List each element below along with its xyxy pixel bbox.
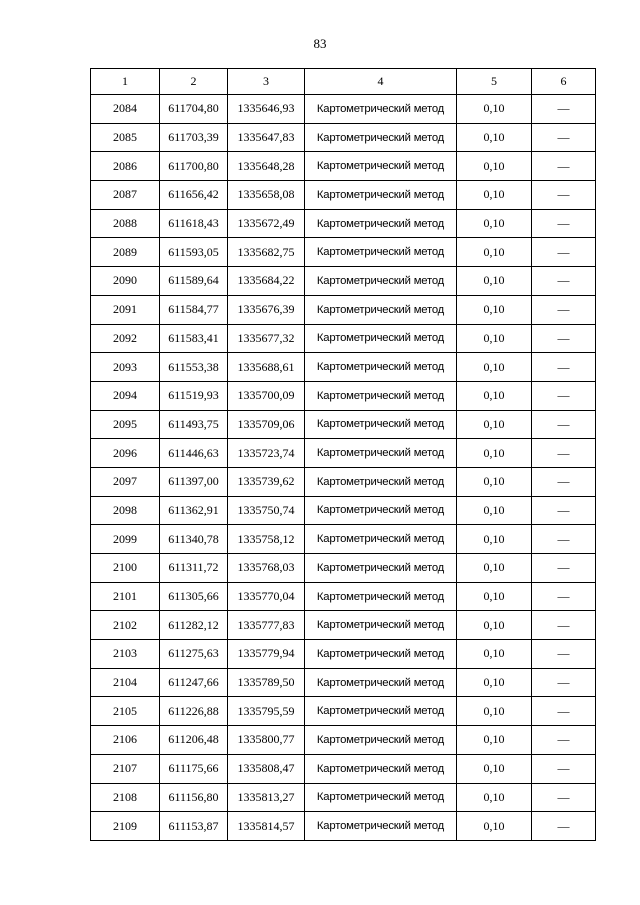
- cell-accuracy: 0,10: [457, 754, 532, 783]
- table-row: [91, 697, 596, 726]
- cell-method: Картометрический метод: [305, 783, 457, 812]
- cell-coord-x: 611206,48: [160, 726, 228, 755]
- cell-coord-x: 611584,77: [160, 295, 228, 324]
- cell-note: —: [532, 238, 596, 267]
- cell-coord-y: 1335813,27: [228, 783, 305, 812]
- table-row: [91, 324, 596, 353]
- cell-method: Картометрический метод: [305, 640, 457, 669]
- cell-note: —: [532, 295, 596, 324]
- cell-method: Картометрический метод: [305, 554, 457, 583]
- cell-method: Картометрический метод: [305, 668, 457, 697]
- cell-accuracy: 0,10: [457, 726, 532, 755]
- table-row: [91, 467, 596, 496]
- table-row: [91, 525, 596, 554]
- cell-coord-x: 611700,80: [160, 152, 228, 181]
- cell-coord-y: 1335688,61: [228, 353, 305, 382]
- cell-note: —: [532, 697, 596, 726]
- cell-coord-x: 611305,66: [160, 582, 228, 611]
- cell-accuracy: 0,10: [457, 381, 532, 410]
- cell-method: Картометрический метод: [305, 439, 457, 468]
- cell-point-number: 2098: [91, 496, 160, 525]
- cell-accuracy: 0,10: [457, 668, 532, 697]
- cell-coord-y: 1335800,77: [228, 726, 305, 755]
- cell-coord-y: 1335648,28: [228, 152, 305, 181]
- cell-note: —: [532, 554, 596, 583]
- cell-accuracy: 0,10: [457, 353, 532, 382]
- cell-point-number: 2100: [91, 554, 160, 583]
- cell-accuracy: 0,10: [457, 238, 532, 267]
- table-row: [91, 152, 596, 181]
- cell-note: —: [532, 525, 596, 554]
- cell-note: —: [532, 324, 596, 353]
- cell-method: Картометрический метод: [305, 209, 457, 238]
- table-row: [91, 267, 596, 296]
- cell-point-number: 2106: [91, 726, 160, 755]
- cell-accuracy: 0,10: [457, 496, 532, 525]
- cell-method: Картометрический метод: [305, 611, 457, 640]
- cell-note: —: [532, 209, 596, 238]
- cell-coord-y: 1335768,03: [228, 554, 305, 583]
- header-col-5: 5: [457, 69, 532, 95]
- cell-note: —: [532, 152, 596, 181]
- cell-coord-x: 611226,88: [160, 697, 228, 726]
- cell-method: Картометрический метод: [305, 726, 457, 755]
- table-row: [91, 439, 596, 468]
- cell-point-number: 2109: [91, 812, 160, 841]
- cell-coord-y: 1335814,57: [228, 812, 305, 841]
- cell-coord-y: 1335658,08: [228, 181, 305, 210]
- header-col-3: 3: [228, 69, 305, 95]
- table-row: [91, 95, 596, 124]
- cell-coord-x: 611704,80: [160, 95, 228, 124]
- cell-accuracy: 0,10: [457, 582, 532, 611]
- table-header: [91, 69, 596, 95]
- coordinates-table: [90, 68, 596, 841]
- cell-coord-y: 1335750,74: [228, 496, 305, 525]
- table-row: [91, 209, 596, 238]
- cell-point-number: 2085: [91, 123, 160, 152]
- cell-coord-y: 1335684,22: [228, 267, 305, 296]
- cell-point-number: 2094: [91, 381, 160, 410]
- cell-note: —: [532, 812, 596, 841]
- cell-point-number: 2096: [91, 439, 160, 468]
- cell-coord-x: 611397,00: [160, 467, 228, 496]
- cell-point-number: 2103: [91, 640, 160, 669]
- table-body: [91, 95, 596, 841]
- table-row: [91, 238, 596, 267]
- cell-note: —: [532, 181, 596, 210]
- cell-accuracy: 0,10: [457, 467, 532, 496]
- cell-coord-x: 611493,75: [160, 410, 228, 439]
- cell-method: Картометрический метод: [305, 295, 457, 324]
- cell-method: Картометрический метод: [305, 697, 457, 726]
- cell-note: —: [532, 582, 596, 611]
- table-row: [91, 181, 596, 210]
- cell-coord-y: 1335770,04: [228, 582, 305, 611]
- cell-accuracy: 0,10: [457, 95, 532, 124]
- cell-note: —: [532, 496, 596, 525]
- cell-accuracy: 0,10: [457, 209, 532, 238]
- cell-note: —: [532, 611, 596, 640]
- cell-method: Картометрический метод: [305, 381, 457, 410]
- cell-accuracy: 0,10: [457, 611, 532, 640]
- table-row: [91, 496, 596, 525]
- table-row: [91, 812, 596, 841]
- cell-method: Картометрический метод: [305, 95, 457, 124]
- cell-note: —: [532, 410, 596, 439]
- cell-coord-y: 1335789,50: [228, 668, 305, 697]
- cell-point-number: 2105: [91, 697, 160, 726]
- cell-accuracy: 0,10: [457, 267, 532, 296]
- cell-point-number: 2088: [91, 209, 160, 238]
- cell-accuracy: 0,10: [457, 783, 532, 812]
- cell-coord-x: 611153,87: [160, 812, 228, 841]
- cell-method: Картометрический метод: [305, 410, 457, 439]
- cell-coord-x: 611340,78: [160, 525, 228, 554]
- cell-coord-y: 1335677,32: [228, 324, 305, 353]
- cell-point-number: 2087: [91, 181, 160, 210]
- cell-note: —: [532, 123, 596, 152]
- cell-coord-x: 611446,63: [160, 439, 228, 468]
- cell-coord-y: 1335709,06: [228, 410, 305, 439]
- table-row: [91, 611, 596, 640]
- cell-point-number: 2089: [91, 238, 160, 267]
- cell-note: —: [532, 267, 596, 296]
- cell-coord-y: 1335700,09: [228, 381, 305, 410]
- cell-point-number: 2092: [91, 324, 160, 353]
- cell-method: Картометрический метод: [305, 812, 457, 841]
- table-row: [91, 123, 596, 152]
- table-row: [91, 554, 596, 583]
- cell-point-number: 2099: [91, 525, 160, 554]
- cell-accuracy: 0,10: [457, 525, 532, 554]
- header-col-4: 4: [305, 69, 457, 95]
- table-row: [91, 783, 596, 812]
- cell-point-number: 2086: [91, 152, 160, 181]
- cell-accuracy: 0,10: [457, 697, 532, 726]
- cell-coord-x: 611275,63: [160, 640, 228, 669]
- cell-method: Картометрический метод: [305, 324, 457, 353]
- cell-coord-y: 1335672,49: [228, 209, 305, 238]
- cell-coord-x: 611589,64: [160, 267, 228, 296]
- cell-accuracy: 0,10: [457, 152, 532, 181]
- cell-point-number: 2093: [91, 353, 160, 382]
- cell-method: Картометрический метод: [305, 123, 457, 152]
- table-row: [91, 295, 596, 324]
- cell-method: Картометрический метод: [305, 525, 457, 554]
- cell-point-number: 2097: [91, 467, 160, 496]
- cell-point-number: 2091: [91, 295, 160, 324]
- cell-point-number: 2084: [91, 95, 160, 124]
- cell-accuracy: 0,10: [457, 640, 532, 669]
- cell-accuracy: 0,10: [457, 554, 532, 583]
- cell-method: Картометрический метод: [305, 754, 457, 783]
- cell-coord-x: 611362,91: [160, 496, 228, 525]
- header-col-1: 1: [91, 69, 160, 95]
- header-col-2: 2: [160, 69, 228, 95]
- cell-coord-y: 1335777,83: [228, 611, 305, 640]
- cell-method: Картометрический метод: [305, 582, 457, 611]
- table-row: [91, 410, 596, 439]
- cell-coord-y: 1335808,47: [228, 754, 305, 783]
- cell-point-number: 2104: [91, 668, 160, 697]
- page-number: 83: [313, 36, 327, 51]
- table-row: [91, 754, 596, 783]
- cell-coord-x: 611553,38: [160, 353, 228, 382]
- cell-note: —: [532, 640, 596, 669]
- cell-coord-y: 1335779,94: [228, 640, 305, 669]
- cell-coord-x: 611247,66: [160, 668, 228, 697]
- cell-coord-x: 611156,80: [160, 783, 228, 812]
- cell-coord-y: 1335647,83: [228, 123, 305, 152]
- cell-point-number: 2095: [91, 410, 160, 439]
- cell-accuracy: 0,10: [457, 439, 532, 468]
- table-row: [91, 640, 596, 669]
- cell-point-number: 2102: [91, 611, 160, 640]
- cell-method: Картометрический метод: [305, 238, 457, 267]
- cell-coord-x: 611311,72: [160, 554, 228, 583]
- cell-accuracy: 0,10: [457, 812, 532, 841]
- cell-coord-y: 1335682,75: [228, 238, 305, 267]
- table-row: [91, 582, 596, 611]
- cell-coord-y: 1335795,59: [228, 697, 305, 726]
- cell-coord-x: 611175,66: [160, 754, 228, 783]
- cell-note: —: [532, 95, 596, 124]
- cell-accuracy: 0,10: [457, 123, 532, 152]
- cell-point-number: 2090: [91, 267, 160, 296]
- cell-method: Картометрический метод: [305, 181, 457, 210]
- cell-note: —: [532, 439, 596, 468]
- cell-method: Картометрический метод: [305, 267, 457, 296]
- cell-note: —: [532, 783, 596, 812]
- cell-coord-y: 1335723,74: [228, 439, 305, 468]
- cell-coord-x: 611618,43: [160, 209, 228, 238]
- cell-method: Картометрический метод: [305, 467, 457, 496]
- cell-accuracy: 0,10: [457, 324, 532, 353]
- cell-method: Картометрический метод: [305, 152, 457, 181]
- cell-note: —: [532, 381, 596, 410]
- cell-coord-x: 611703,39: [160, 123, 228, 152]
- cell-coord-x: 611593,05: [160, 238, 228, 267]
- cell-accuracy: 0,10: [457, 295, 532, 324]
- table-row: [91, 381, 596, 410]
- cell-method: Картометрический метод: [305, 353, 457, 382]
- cell-coord-x: 611583,41: [160, 324, 228, 353]
- cell-method: Картометрический метод: [305, 496, 457, 525]
- cell-coord-y: 1335646,93: [228, 95, 305, 124]
- cell-coord-x: 611656,42: [160, 181, 228, 210]
- cell-coord-y: 1335739,62: [228, 467, 305, 496]
- cell-coord-x: 611519,93: [160, 381, 228, 410]
- table-row: [91, 726, 596, 755]
- cell-note: —: [532, 668, 596, 697]
- cell-point-number: 2107: [91, 754, 160, 783]
- table-row: [91, 353, 596, 382]
- cell-note: —: [532, 353, 596, 382]
- table-row: [91, 668, 596, 697]
- cell-accuracy: 0,10: [457, 181, 532, 210]
- cell-accuracy: 0,10: [457, 410, 532, 439]
- cell-point-number: 2108: [91, 783, 160, 812]
- cell-coord-y: 1335758,12: [228, 525, 305, 554]
- cell-coord-y: 1335676,39: [228, 295, 305, 324]
- header-col-6: 6: [532, 69, 596, 95]
- cell-note: —: [532, 726, 596, 755]
- cell-point-number: 2101: [91, 582, 160, 611]
- cell-coord-x: 611282,12: [160, 611, 228, 640]
- cell-note: —: [532, 467, 596, 496]
- cell-note: —: [532, 754, 596, 783]
- header-row: [91, 69, 596, 95]
